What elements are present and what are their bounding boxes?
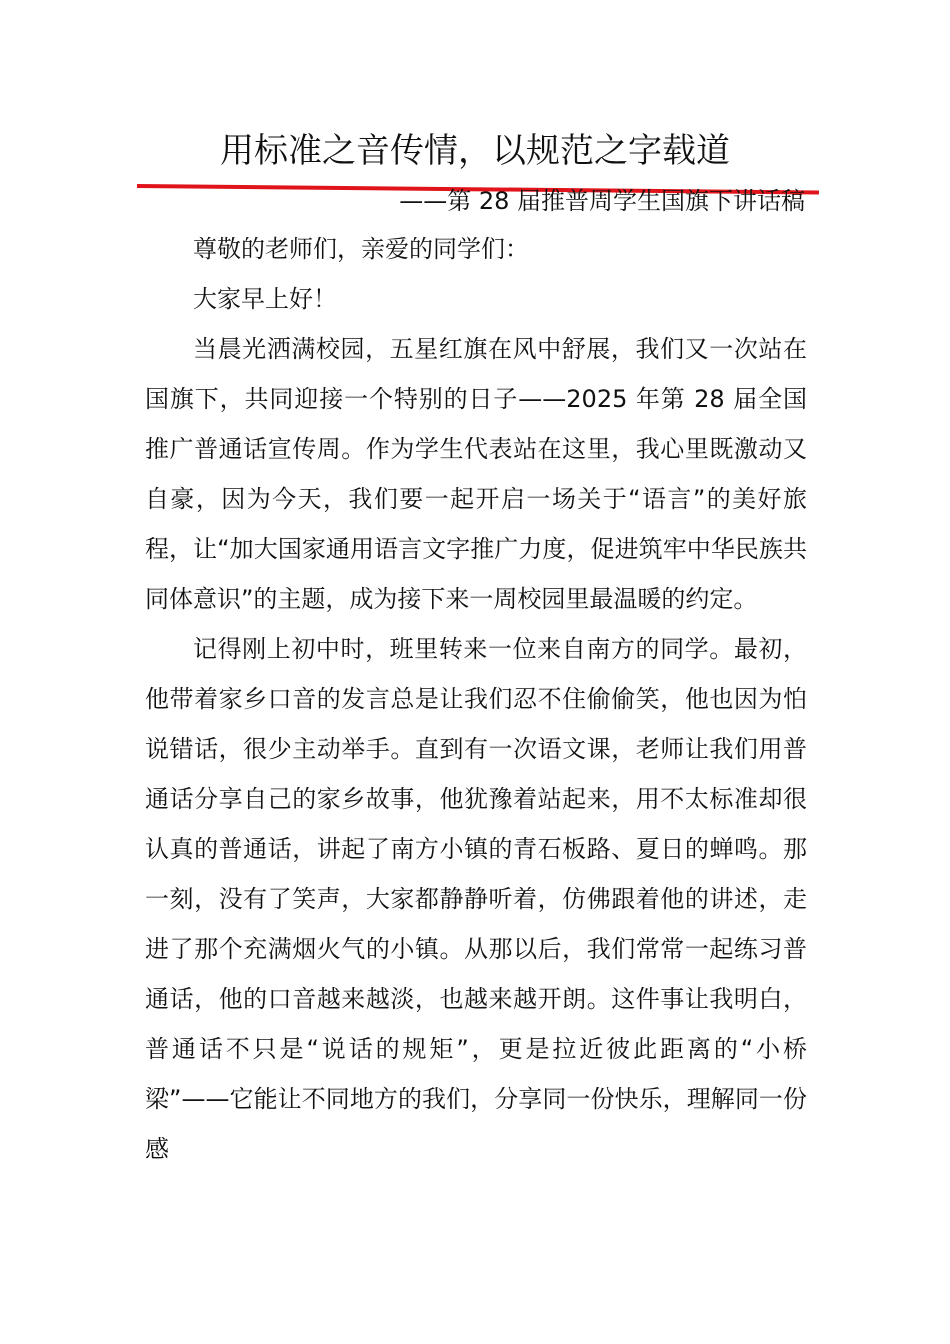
document-subtitle: ——第 28 届推普周学生国旗下讲话稿 — [399, 187, 805, 215]
body-paragraph-1: 当晨光洒满校园，五星红旗在风中舒展，我们又一次站在国旗下，共同迎接一个特别的日子——2025 年第 28 届全国推广普通话宣传周。作为学生代表站在这里，我心里既激动又自豪，因为今天，我们要一起开启一场关于“语言”的美好旅程，让“加大国家通用语言文字推广力度，促进筑牢中华民族共同体意识”的主题，成为接下来一周校园里最温暖的约定。 — [145, 335, 807, 613]
document-title: 用标准之音传情，以规范之字载道 — [220, 131, 730, 171]
salutation-paragraph: 尊敬的老师们，亲爱的同学们： — [193, 235, 529, 263]
body-paragraph-2: 记得刚上初中时，班里转来一位来自南方的同学。最初，他带着家乡口音的发言总是让我们忍不住偷偷笑，他也因为怕说错话，很少主动举手。直到有一次语文课，老师让我们用普通话分享自己的家乡故事，他犹豫着站起来，用不太标准却很认真的普通话，讲起了南方小镇的青石板路、夏日的蝉鸣。那一刻，没有了笑声，大家都静静听着，仿佛跟着他的讲述，走进了那个充满烟火气的小镇。从那以后，我们常常一起练习普通话，他的口音越来越淡，也越来越开朗。这件事让我明白，普通话不只是“说话的规矩”，更是拉近彼此距离的“小桥梁”——它能让不同地方的我们，分享同一份快乐，理解同一份感 — [145, 635, 807, 1163]
document-body — [145, 224, 807, 1174]
greeting-paragraph: 大家早上好！ — [193, 285, 337, 313]
